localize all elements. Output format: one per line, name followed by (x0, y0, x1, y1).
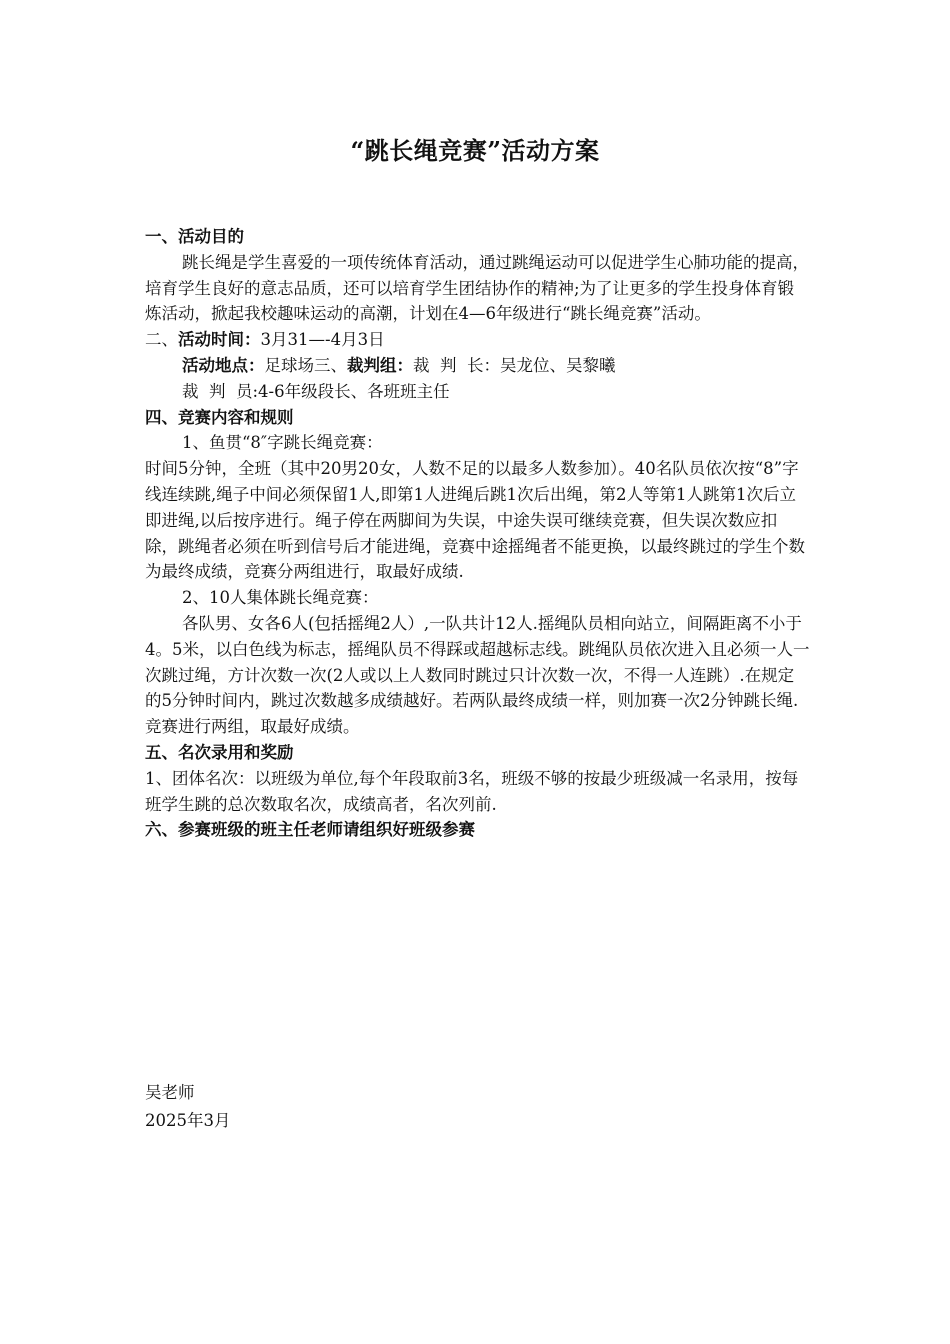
judges-line: 裁 判 员:4-6年级段长、各班班主任 (182, 381, 450, 401)
signature-block (145, 1079, 231, 1135)
section-5-body: 1、团体名次：以班级为单位,每个年段取前3名，班级不够的按最少班级减一名录用，按每班学生跳的总次数取名次，成绩高者，名次列前. (145, 768, 799, 814)
signature-name: 吴老师 (145, 1083, 195, 1102)
signature-date: 2025年3月 (145, 1111, 231, 1130)
section-2-prefix: 二、 (145, 330, 178, 350)
section-4-heading: 四、竞赛内容和规则 (145, 407, 294, 427)
activity-location-value: 足球场三、 (264, 355, 347, 375)
rule-2-title: 2、10人集体跳长绳竞赛： (182, 588, 379, 608)
activity-time-value: 3月31—-4月3日 (260, 330, 385, 350)
rule-1-title: 1、鱼贯“8″字跳长绳竞赛： (182, 433, 383, 453)
section-2-line (145, 327, 810, 353)
section-5-heading: 五、名次录用和奖励 (145, 742, 294, 762)
chief-judge-text: 裁 判 长：吴龙位、吴黎曦 (413, 355, 616, 375)
activity-time-label: 活动时间： (178, 330, 261, 350)
section-1-heading: 一、活动目的 (145, 227, 244, 246)
document-body (145, 224, 810, 843)
rule-2-body: 各队男、女各6人(包括摇绳2人）,一队共计12人.摇绳队员相向站立，间隔距离不小于4。5米，以白色线为标志，摇绳队员不得踩或超越标志线。跳绳队员依次进入且必须一人一次跳过绳，方计次数一次(2人或以上人数同时跳过只计次数一次，不得一人连跳）.在规定的5分钟时间内，跳过次数越多成绩越好。若两队最终成绩一样，则加赛一次2分钟跳长绳.竞赛进行两组，取最好成绩。 (145, 613, 810, 737)
judge-group-label: 裁判组： (347, 355, 413, 375)
location-line (145, 353, 810, 379)
rule-1-body: 时间5分钟，全班（其中20男20女，人数不足的以最多人数参加）。40名队员依次按“8”字线连续跳,绳子中间必须保留1人,即第1人进绳后跳1次后出绳，第2人等第1人跳第1次后立即进绳,以后按序进行。绳子停在两脚间为失误，中途失误可继续竞赛，但失误次数应扣除，跳绳者必须在听到信号后才能进绳，竞赛中途摇绳者不能更换，以最终跳过的学生个数为最终成绩，竞赛分两组进行，取最好成绩. (145, 459, 805, 582)
activity-location-label: 活动地点： (182, 355, 265, 375)
document-title: “跳长绳竞赛”活动方案 (350, 136, 600, 165)
section-6-heading: 六、参赛班级的班主任老师请组织好班级参赛 (145, 820, 475, 840)
section-1-body: 跳长绳是学生喜爱的一项传统体育活动，通过跳绳运动可以促进学生心肺功能的提高，培育学生良好的意志品质，还可以培育学生团结协作的精神;为了让更多的学生投身体育锻炼活动，掀起我校趣味运动的高潮，计划在4—6年级进行“跳长绳竞赛”活动。 (145, 252, 809, 324)
